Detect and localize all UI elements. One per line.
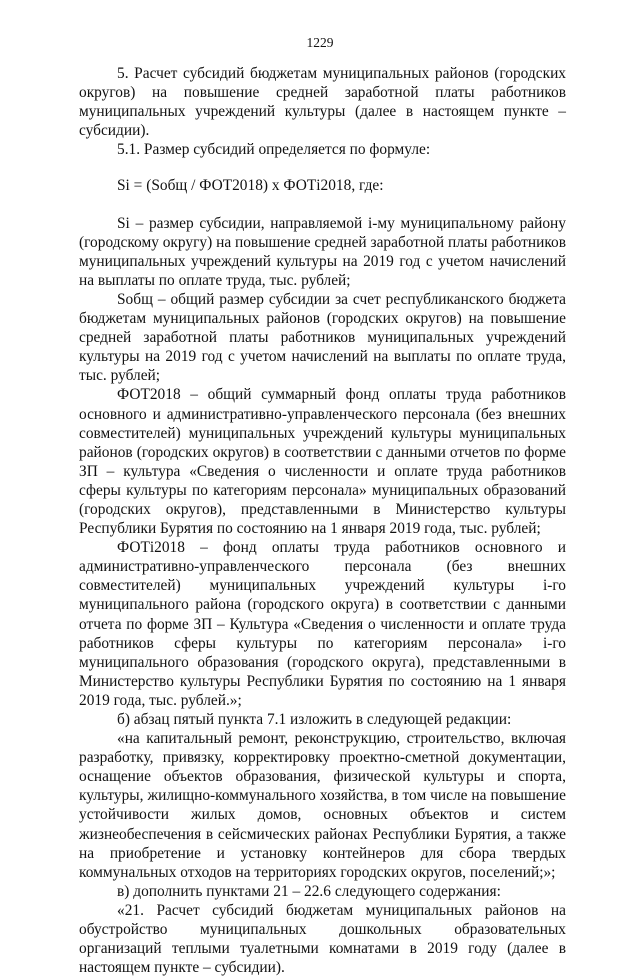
document-body [79, 64, 566, 977]
paragraph-fot2018-definition: ФОТ2018 – общий суммарный фонд оплаты труда работников основного и административно-управленческого персонала (без внешних совместителей) муниципальных учреждений культуры муниципальных районов (городских округов) в соответствии с данными отчетов по форме ЗП – культура «Сведения о численности и оплате труда работников сферы культуры по категориям персонала» муниципальных образований (городских округов), представленными в Министерство культуры Республики Бурятия по состоянию на 1 января 2019 года, тыс. рублей; [79, 386, 566, 538]
paragraph-amendment-v: в) дополнить пунктами 21 – 22.6 следующего содержания: [117, 882, 501, 900]
page-number: 1229 [306, 35, 334, 50]
paragraph-item-21: «21. Расчет субсидий бюджетам муниципальных районов на обустройство муниципальных дошкольных образовательных организаций теплыми туалетными комнатами в 2019 году (далее в настоящем пункте – субсидии). [79, 901, 566, 977]
formula: Si = (Soбщ / ФОТ2018) x ФОТi2018, где: [117, 177, 384, 195]
paragraph-foti2018-definition: ФОТi2018 – фонд оплаты труда работников основного и административно-управленческого персонала (без внешних совместителей) муниципальных учреждений культуры i-го муниципального района (городского округа) в соответствии с данными отчета по форме ЗП – Культура «Сведения о численности и оплате труда работников сферы культуры по категориям персонала» i-го муниципального образования (городского округа), представленными в Министерство культуры Республики Бурятия по состоянию на 1 января 2019 года, тыс. рублей.»; [79, 539, 566, 709]
paragraph-amendment-b-text: «на капитальный ремонт, реконструкцию, строительство, включая разработку, привязку, корректировку проектно-сметной документации, оснащение объектов образования, физической культуры и спорта, культуры, жилищно-коммунального хозяйства, в том числе на повышение устойчивости жилых домов, основных объектов и систем жизнеобеспечения в сейсмических районах Республики Бурятия, а также на приобретение и установку контейнеров для сбора твердых коммунальных отходов на территориях городских округов, поселений;»; [79, 730, 566, 881]
paragraph-si-definition: Si – размер субсидии, направляемой i-му муниципальному району (городскому округу) на повышение средней заработной платы работников муниципальных учреждений культуры на 2019 год с учетом начислений на выплаты по оплате труда, тыс. рублей; [79, 214, 566, 289]
paragraph-item-5-title: 5. Расчет субсидий бюджетам муниципальных районов (городских округов) на повышение средней заработной платы работников муниципальных учреждений культуры (далее в настоящем пункте – субсидии). [79, 65, 566, 140]
paragraph-sobsh-definition: Soбщ – общий размер субсидии за счет республиканского бюджета бюджетам муниципальных районов (городских округов) на повышение средней заработной платы работников муниципальных учреждений культуры на 2019 год с учетом начислений на выплаты по оплате труда, тыс. рублей; [79, 290, 566, 385]
paragraph-amendment-b: б) абзац пятый пункта 7.1 изложить в следующей редакции: [117, 711, 512, 728]
paragraph-formula-intro: 5.1. Размер субсидий определяется по формуле: [117, 141, 431, 159]
